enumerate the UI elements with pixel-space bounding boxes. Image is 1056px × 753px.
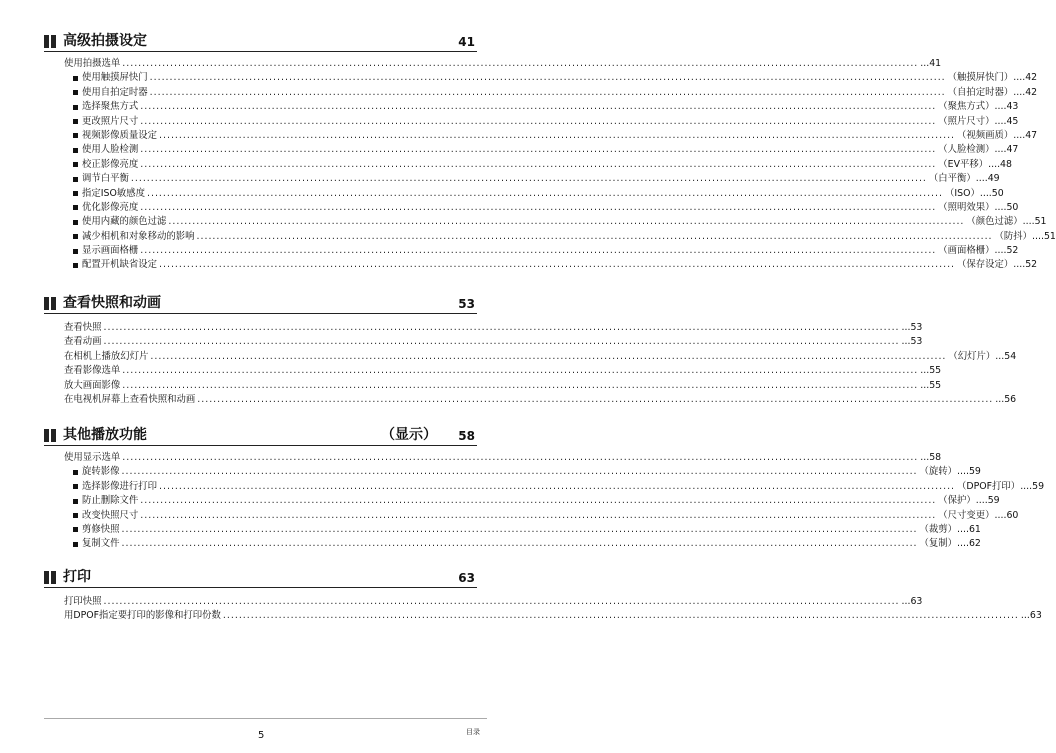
toc-entry-text: 使用自拍定时器 [82,86,148,98]
square-bullet-icon [73,527,78,532]
toc-entry-page[interactable]: ....62 [957,538,981,550]
toc-entry[interactable] [64,393,1017,407]
toc-entry-tag: （白平衡） [928,173,976,185]
dot-leader: ........................................................................................................................................................................................................ [149,72,946,84]
toc-entry-page[interactable]: ...41 [920,58,942,69]
section-page[interactable]: 58 [458,429,475,443]
toc-entry-row [82,86,1038,100]
toc-entry-row [82,115,1019,129]
toc-entry[interactable] [64,494,1000,508]
toc-entry-text: 使用触摸屏快门 [82,72,148,84]
toc-entry-page[interactable]: ....47 [1013,129,1038,141]
toc-entry-tag: （聚焦方式） [938,101,995,113]
toc-entry-row [82,215,1047,229]
toc-entry[interactable] [64,537,981,551]
toc-entry[interactable] [64,158,1012,172]
dot-leader: ........................................................................................................................................................................................................ [140,144,937,156]
toc-entry-text: 优化影像亮度 [82,201,139,213]
dot-leader: ........................................................................................................................................................................................................ [140,101,937,113]
toc-entry-row [82,537,981,551]
toc-entry-text: 放大画面影像 [64,379,121,391]
toc-entry[interactable] [64,71,1038,85]
section-page[interactable]: 53 [458,297,475,311]
section-printing [44,569,1042,622]
toc-entry-text: 使用拍摄选单 [64,58,121,69]
toc-entry-text: 在相机上播放幻灯片 [64,350,149,362]
toc-entry-page[interactable]: ....43 [994,101,1019,113]
dot-leader: ........................................................................................................................................................................................................ [121,523,918,535]
toc-entry[interactable] [64,187,1004,201]
toc-entry-page[interactable]: ...54 [995,350,1017,362]
toc-entry-page[interactable]: ....52 [1013,259,1038,271]
dot-leader: ........................................................................................................................................................................................................ [122,365,919,377]
toc-entry-row [82,143,1019,157]
toc-entry-page[interactable]: ...55 [920,379,942,391]
section-header [44,295,477,314]
section-advanced-shooting [44,33,1056,271]
toc-entry-row [82,465,981,479]
toc-entry[interactable] [64,609,1042,623]
square-bullet-icon [73,133,78,138]
toc-entry[interactable] [64,215,1047,229]
section-title: 其他播放功能 [63,427,147,443]
dot-leader: ........................................................................................................................................................................................................ [149,86,946,98]
toc-entry-text: 剪修快照 [82,523,120,535]
toc-entry-text: 防止删除文件 [82,495,139,507]
square-bullet-icon [73,76,78,81]
section-header [44,569,477,588]
toc-entry-page[interactable]: ...58 [920,452,942,463]
toc-entry[interactable] [64,335,923,349]
toc-entry-row [64,364,942,378]
dot-leader: ........................................................................................................................................................................................................ [103,336,900,348]
section-page[interactable]: 63 [458,571,475,585]
toc-entry-page[interactable]: ....59 [1020,480,1045,492]
section-page[interactable]: 41 [458,35,475,49]
dot-leader: ........................................................................................................................................................................................................ [122,452,919,463]
toc-entry-page[interactable]: ....59 [975,495,1000,507]
toc-entry-row [64,335,923,349]
square-bullet-icon [73,119,78,124]
toc-entry-tag: （复制） [919,538,958,550]
square-bullet-icon [73,249,78,254]
toc-entry-text: 使用显示选单 [64,452,121,463]
toc-entry[interactable] [64,86,1038,100]
toc-entry-page[interactable]: ....51 [1022,216,1047,228]
toc-entry-page[interactable]: ....45 [994,115,1019,127]
toc-entry[interactable] [64,201,1019,215]
toc-entry-row [82,158,1012,172]
dot-leader: ........................................................................................................................................................................................................ [140,509,937,521]
toc-entry-tag: （ISO） [945,187,980,199]
toc-entry-page[interactable]: ...63 [1020,610,1042,622]
toc-entry-text: 更改照片尺寸 [82,115,139,127]
toc-entry-text: 使用人脸检测 [82,144,139,156]
toc-entry[interactable] [64,230,1056,244]
toc-entry[interactable] [64,57,942,71]
square-bullet-icon [73,234,78,239]
dot-leader: ........................................................................................................................................................................................................ [140,495,937,507]
section-view-snapshots [44,295,1017,405]
toc-entry-row [82,244,1019,258]
toc-entry-tag: （视频画质） [957,129,1014,141]
toc-entry-tag: （裁剪） [919,523,958,535]
dot-leader: ........................................................................................................................................................................................................ [140,158,937,170]
toc-entry-tag: （幻灯片） [948,350,996,362]
section-title: 高级拍摄设定 [63,33,147,49]
dot-leader: ........................................................................................................................................................................................................ [222,610,1019,622]
square-bullet-icon [73,220,78,225]
toc-entry-page[interactable]: ....50 [994,201,1019,213]
square-bullet-icon [73,105,78,110]
toc-entry-page[interactable]: ....60 [994,509,1019,521]
dot-leader: ........................................................................................................................................................................................................ [146,187,943,199]
square-bullet-icon [73,205,78,210]
toc-entry-tag: （保护） [938,495,976,507]
section-marker-icon [44,429,56,442]
toc-entry-row [64,609,1042,623]
toc-entry-text: 用DPOF指定要打印的影像和打印份数 [64,610,221,622]
footer-page-number: 5 [258,730,265,741]
square-bullet-icon [73,148,78,153]
toc-entry[interactable] [64,595,923,609]
toc-entry-row [82,258,1038,272]
toc-entry-tag: （尺寸变更） [938,509,995,521]
toc-entry-page[interactable]: ....52 [994,245,1019,257]
square-bullet-icon [73,90,78,95]
square-bullet-icon [73,162,78,167]
square-bullet-icon [73,177,78,182]
toc-entry-row [64,379,942,393]
toc-entry-text: 在电视机屏幕上查看快照和动画 [64,393,196,405]
toc-entry-text: 调节白平衡 [82,173,129,185]
footer-divider [44,718,487,719]
dot-leader: ........................................................................................................................................................................................................ [197,393,994,405]
dot-leader: ........................................................................................................................................................................................................ [168,216,965,228]
dot-leader: ........................................................................................................................................................................................................ [122,58,919,69]
dot-leader: ........................................................................................................................................................................................................ [140,115,937,127]
toc-entry-tag: （触摸屏快门） [947,72,1014,84]
dot-leader: ........................................................................................................................................................................................................ [159,480,956,492]
toc-entry-page[interactable]: ....42 [1013,72,1038,84]
section-subtitle: （显示） [381,427,437,443]
toc-entry-page[interactable]: ....42 [1013,86,1038,98]
toc-entry-tag: （旋转） [919,466,958,478]
toc-entry[interactable] [64,379,942,393]
square-bullet-icon [73,484,78,489]
toc-entry-text: 旋转影像 [82,466,120,478]
dot-leader: ........................................................................................................................................................................................................ [121,466,918,478]
toc-entry-row [64,393,1017,407]
toc-entry-text: 查看动画 [64,336,102,348]
square-bullet-icon [73,542,78,547]
dot-leader: ........................................................................................................................................................................................................ [159,129,956,141]
toc-entry-tag: （人脸检测） [938,144,995,156]
toc-entry-text: 复制文件 [82,538,120,550]
toc-entry-tag: （防抖） [994,230,1033,242]
toc-entry-page[interactable]: ...63 [901,596,923,607]
toc-entry-text: 校正影像亮度 [82,158,139,170]
dot-leader: ........................................................................................................................................................................................................ [122,379,919,391]
toc-entry-text: 显示画面格栅 [82,245,139,257]
toc-entry-text: 选择影像进行打印 [82,480,158,492]
toc-entry[interactable] [64,465,981,479]
toc-entry-tag: （照明效果） [938,201,995,213]
toc-entry-page[interactable]: ....48 [988,158,1012,170]
footer-toc-link[interactable]: 目录 [466,728,480,736]
toc-entry-page[interactable]: ...53 [901,322,923,333]
toc-entry[interactable] [64,100,1019,114]
toc-entry-text: 选择聚焦方式 [82,101,139,113]
toc-entry-page[interactable]: ....59 [957,466,981,478]
toc-entry-page[interactable]: ...53 [901,336,923,348]
toc-entry-page[interactable]: ....47 [994,144,1019,156]
toc-entry-row [82,201,1019,215]
toc-entry-text: 减少相机和对象移动的影响 [82,230,195,242]
toc-entry-page[interactable]: ...55 [920,365,942,377]
square-bullet-icon [73,470,78,475]
section-title: 打印 [63,569,91,585]
dot-leader: ........................................................................................................................................................................................................ [130,173,927,185]
square-bullet-icon [73,263,78,268]
toc-entry[interactable] [64,143,1019,157]
toc-entry-text: 改变快照尺寸 [82,509,139,521]
toc-entry[interactable] [64,115,1019,129]
toc-entry-tag: （颜色过滤） [966,216,1023,228]
toc-entry-row [82,494,1000,508]
toc-entry[interactable] [64,451,942,465]
toc-entry-row [82,480,1045,494]
section-header [44,33,477,52]
square-bullet-icon [73,191,78,196]
toc-entry-row [64,451,942,465]
section-title: 查看快照和动画 [63,295,161,311]
toc-entry-row [64,595,923,609]
section-marker-icon [44,571,56,584]
section-marker-icon [44,297,56,310]
square-bullet-icon [73,513,78,518]
dot-leader: ........................................................................................................................................................................................................ [140,245,937,257]
toc-entry-text: 使用内藏的颜色过滤 [82,216,167,228]
toc-entry[interactable] [64,321,923,335]
toc-entry-row [82,172,1000,186]
dot-leader: ........................................................................................................................................................................................................ [121,538,918,550]
toc-entry-row [64,321,923,335]
toc-entry-text: 查看影像选单 [64,365,121,377]
square-bullet-icon [73,499,78,504]
toc-entry[interactable] [64,244,1019,258]
toc-entry[interactable] [64,509,1019,523]
toc-entry-row [82,100,1019,114]
toc-entry[interactable] [64,364,942,378]
toc-entry-page[interactable]: ....49 [975,173,1000,185]
section-other-playback [44,427,1045,550]
dot-leader: ........................................................................................................................................................................................................ [103,322,900,333]
dot-leader: ........................................................................................................................................................................................................ [196,230,993,242]
toc-entry-row [82,523,981,537]
toc-entry-row [82,187,1004,201]
toc-entry[interactable] [64,480,1045,494]
toc-entry-row [64,350,1017,364]
toc-entry-text: 打印快照 [64,596,102,607]
dot-leader: ........................................................................................................................................................................................................ [140,201,937,213]
toc-entry-text: 查看快照 [64,322,102,333]
dot-leader: ........................................................................................................................................................................................................ [103,596,900,607]
section-header [44,427,477,446]
toc-entry-page[interactable]: ....61 [957,523,981,535]
toc-entry-page[interactable]: ....51 [1032,230,1056,242]
toc-entry-text: 视频影像质量设定 [82,129,158,141]
toc-entry-tag: （DPOF打印） [957,480,1021,492]
toc-entry-text: 配置开机缺省设定 [82,259,158,271]
toc-entry-row [82,71,1038,85]
toc-entry-tag: （保存设定） [957,259,1014,271]
toc-entry[interactable] [64,258,1038,272]
toc-entry-text: 指定ISO敏感度 [82,187,145,199]
section-marker-icon [44,35,56,48]
toc-entry[interactable] [64,350,1017,364]
toc-entry-row [82,509,1019,523]
toc-entry-row [64,57,942,71]
toc-entry-page[interactable]: ....50 [979,187,1004,199]
toc-entry-row [82,230,1056,244]
toc-entry-tag: （画面格栅） [938,245,995,257]
toc-entry[interactable] [64,523,981,537]
toc-entry[interactable] [64,129,1038,143]
toc-entry-tag: （EV平移） [938,158,989,170]
toc-entry-tag: （自拍定时器） [947,86,1014,98]
toc-entry[interactable] [64,172,1000,186]
toc-entry-row [82,129,1038,143]
dot-leader: ........................................................................................................................................................................................................ [150,350,947,362]
toc-entry-page[interactable]: ...56 [995,393,1017,405]
toc-entry-tag: （照片尺寸） [938,115,995,127]
dot-leader: ........................................................................................................................................................................................................ [159,259,956,271]
